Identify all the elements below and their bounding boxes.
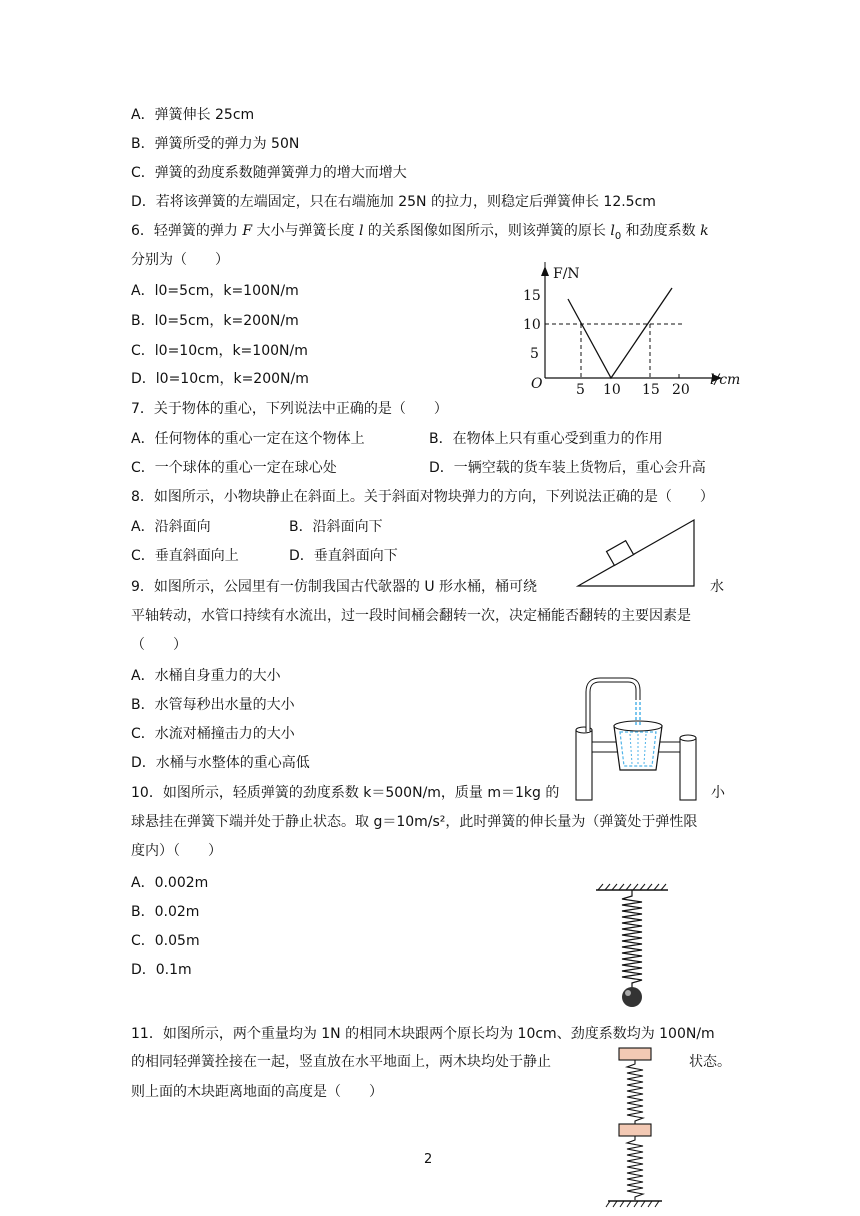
- q9-option-a: A．水桶自身重力的大小: [131, 668, 281, 684]
- y-axis-arrow: [541, 266, 549, 276]
- q10-hanging-spring-figure: [590, 880, 674, 1010]
- q10-stem-line1-tail: 小: [711, 785, 725, 801]
- upper-spring: [627, 1060, 643, 1124]
- incline: [578, 520, 694, 586]
- q11-stem-line1: 11．如图所示，两个重量均为 1N 的相同木块跟两个原长均为 10cm、劲度系数均为 100N/m: [131, 1026, 715, 1042]
- q8-stem: 8．如图所示，小物块静止在斜面上。关于斜面对物块弹力的方向，下列说法正确的是（ ）: [131, 489, 714, 505]
- spring: [622, 890, 642, 988]
- q8-option-c: C．垂直斜面向上: [131, 548, 239, 564]
- q6-option-b: B．l0=5cm，k=200N/m: [131, 313, 299, 329]
- q10-stem-line1: 10．如图所示，轻质弹簧的劲度系数 k＝500N/m，质量 m＝1kg 的: [131, 785, 560, 801]
- q6-option-a: A．l0=5cm，k=100N/m: [131, 283, 299, 299]
- page-number: 2: [424, 1152, 433, 1167]
- q9-option-d: D．水桶与水整体的重心高低: [131, 755, 310, 771]
- force-curve: [568, 288, 672, 378]
- q9-stem-line3: （ ）: [131, 637, 187, 653]
- x-tick-15: 15: [642, 382, 660, 398]
- q5-option-c: C．弹簧的劲度系数随弹簧弹力的增大而增大: [131, 165, 407, 181]
- q8-option-d: D．垂直斜面向下: [289, 548, 398, 564]
- q6-option-d: D．l0=10cm，k=200N/m: [131, 371, 309, 387]
- q11-stacked-springs-figure: [600, 1044, 670, 1214]
- q7-option-a: A．任何物体的重心一定在这个物体上: [131, 431, 365, 447]
- q11-stem-line2: 的相同轻弹簧拴接在一起，竖直放在水平地面上，两木块均处于静止: [131, 1054, 551, 1070]
- q5-option-a: A．弹簧伸长 25cm: [131, 107, 255, 123]
- left-pillar: [576, 730, 592, 800]
- q10-stem-line3: 度内）（ ）: [131, 843, 222, 859]
- q9-stem-line1: 9．如图所示，公园里有一仿制我国古代欹器的 U 形水桶，桶可绕: [131, 579, 538, 595]
- ball: [622, 987, 642, 1007]
- q6-stem-line1: 6．轻弹簧的弹力 F 大小与弹簧长度 l 的关系图像如图所示，则该弹簧的原长 $l_0$ 和劲度系数 k: [131, 223, 709, 242]
- q9-stem-line1-tail: 水: [710, 579, 724, 595]
- q7-option-c: C．一个球体的重心一定在球心处: [131, 460, 337, 476]
- lower-block: [619, 1124, 651, 1136]
- q10-option-a: A．0.002m: [131, 875, 209, 891]
- q7-stem: 7．关于物体的重心，下列说法中正确的是（ ）: [131, 401, 448, 417]
- q9-bucket-figure: [570, 672, 706, 802]
- q8-incline-figure: [576, 518, 700, 590]
- q5-option-d: D．若将该弹簧的左端固定，只在右端施加 25N 的拉力，则稳定后弹簧伸长 12.5cm: [131, 194, 656, 210]
- x-tick-10: 10: [603, 382, 621, 398]
- q9-option-b: B．水管每秒出水量的大小: [131, 697, 295, 713]
- q9-stem-line2: 平轴转动，水管口持续有水流出，过一段时间桶会翻转一次，决定桶能否翻转的主要因素是: [131, 608, 691, 624]
- y-tick-5: 5: [530, 346, 539, 362]
- x-axis-label: l/cm: [710, 372, 741, 388]
- q7-option-d: D．一辆空载的货车装上货物后，重心会升高: [429, 460, 706, 476]
- q10-stem-line2: 球悬挂在弹簧下端并处于静止状态。取 g＝10m/s²，此时弹簧的伸长量为（弹簧处于弹性限: [131, 814, 698, 830]
- block: [607, 541, 634, 566]
- q8-option-a: A．沿斜面向: [131, 519, 211, 535]
- q6-stem-line2: 分别为（ ）: [131, 252, 229, 268]
- q10-option-b: B．0.02m: [131, 904, 200, 920]
- right-pillar: [680, 738, 696, 800]
- q8-option-b: B．沿斜面向下: [289, 519, 383, 535]
- upper-block: [619, 1048, 651, 1060]
- q6-option-c: C．l0=10cm，k=100N/m: [131, 343, 308, 359]
- q11-stem-line3: 则上面的木块距离地面的高度是（ ）: [131, 1084, 383, 1100]
- y-axis-label: F/N: [553, 266, 580, 282]
- y-tick-15: 15: [523, 288, 541, 304]
- q6-force-length-graph: [520, 262, 750, 400]
- lower-spring: [627, 1136, 643, 1200]
- q11-stem-line2-tail: 状态。: [689, 1054, 731, 1070]
- q10-option-d: D．0.1m: [131, 962, 192, 978]
- y-tick-10: 10: [523, 317, 541, 333]
- q9-option-c: C．水流对桶撞击力的大小: [131, 726, 295, 742]
- x-tick-20: 20: [672, 382, 690, 398]
- origin-label: O: [531, 376, 543, 392]
- q10-option-c: C．0.05m: [131, 933, 200, 949]
- x-tick-5: 5: [576, 382, 585, 398]
- q7-option-b: B．在物体上只有重心受到重力的作用: [429, 431, 663, 447]
- q5-option-b: B．弹簧所受的弹力为 50N: [131, 136, 300, 152]
